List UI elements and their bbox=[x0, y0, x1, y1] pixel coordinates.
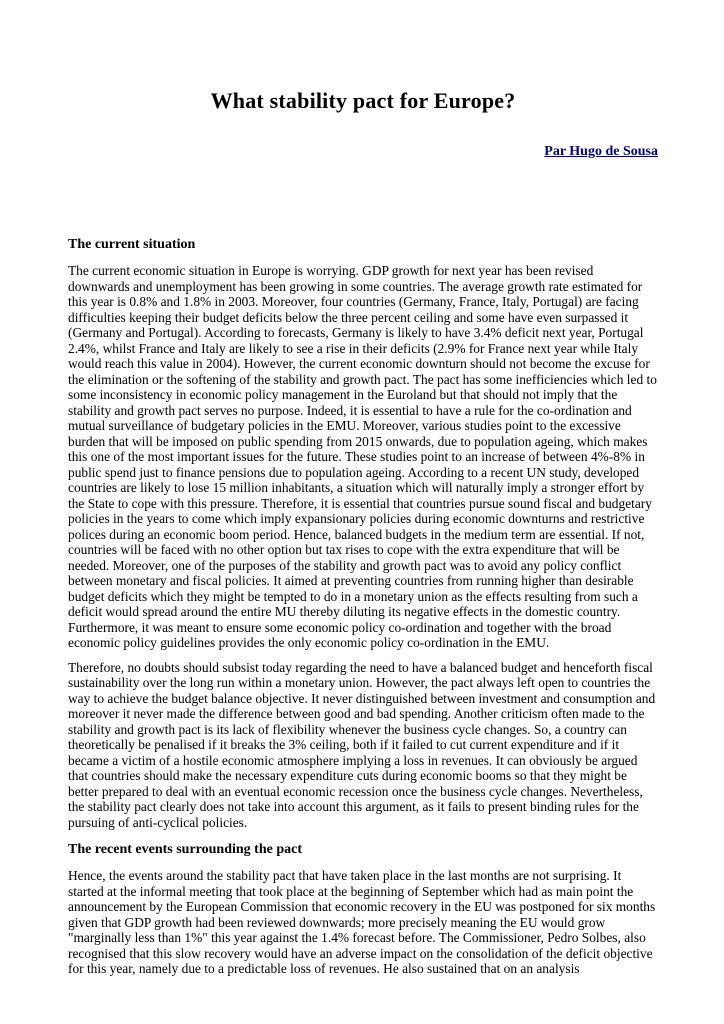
section-heading-recent-events: The recent events surrounding the pact bbox=[68, 842, 302, 857]
paragraph-current-situation-2: Therefore, no doubts should subsist today regarding the need to have a balanced budget and henceforth fiscal sustainability over the long run within a monetary union. However, the pact always left open to countries the way to achieve the budget balance objective. It never distinguished between investment and consumption and moreover it never made the difference between good and bad spending. Another criticism often made to the stability and growth pact is its lack of flexibility whenever the business cycle changes. So, a country can theoretically be penalised if it breaks the 3% ceiling, both if it failed to cut current expenditure and if it became a victim of a hostile economic atmosphere implying a loss in revenues. It can obviously be argued that countries should make the necessary expenditure cuts during economic booms so that they might be better prepared to deal with an eventual economic recession once the business cycle changes. Nevertheless, the stability pact clearly does not take into account this argument, as it fails to present binding rules for the pursuing of anti-cyclical policies. bbox=[68, 659, 656, 830]
paragraph-recent-events-1: Hence, the events around the stability pact that have taken place in the last months are not surprising. It started at the informal meeting that took place at the beginning of September which had as main point the announcement by the European Commission that economic recovery in the EU was postponed for six months given that GDP growth had been reviewed downwards; more precisely meaning the EU would grow "marginally less than 1%" this year against the 1.4% forecast before. The Commissioner, Pedro Solbes, also recognised that this slow recovery would have an adverse impact on the consolidation of the deficit objective for this year, namely due to a predictable loss of revenues. He also sustained that on an analysis bbox=[68, 868, 656, 976]
section-heading-current-situation: The current situation bbox=[68, 237, 196, 252]
author-link[interactable]: Par Hugo de Sousa bbox=[544, 144, 658, 159]
paragraph-current-situation-1: The current economic situation in Europe is worrying. GDP growth for next year has been revised downwards and unemployment has been growing in some countries. The average growth rate estimated for this year is 0.8% and 1.8% in 2003. Moreover, four countries (Germany, France, Italy, Portugal) are facing difficulties keeping their budget deficits below the three percent ceiling and some have even surpassed it (Germany and Portugal). According to forecasts, Germany is likely to have 3.4% deficit next year, Portugal 2.4%, whilst France and Italy are likely to see a rise in their deficits (2.9% for France next year while Italy would reach this value in 2004). However, the current economic downturn should not become the excuse for the elimination or the softening of the stability and growth pact. The pact has some inefficiencies which led to some inconsistency in economic policy management in the Euroland but that should not imply that the stability and growth pact serves no purpose. Indeed, it is essential to have a rule for the co-ordination and mutual surveillance of budgetary policies in the EMU. Moreover, various studies point to the excessive burden that will be imposed on public spending from 2015 onwards, due to population ageing, which makes this one of the most important issues for the future. These studies point to an increase of between 4%-8% in public spend just to finance pensions due to population ageing. According to a recent UN study, developed countries are likely to lose 15 million inhabitants, a situation which will naturally imply a stronger effort by the State to cope with this pressure. Therefore, it is essential that countries pursue sound fiscal and budgetary policies in the years to come which imply expansionary policies during economic downturns and restrictive polices during an economic boom period. Hence, balanced budgets in the medium term are essential. If not, countries will be faced with no other option but tax rises to cope with the extra expenditure that will be needed. Moreover, one of the purposes of the stability and growth pact was to avoid any policy conflict between monetary and fiscal policies. It aimed at preventing countries from running higher than desirable budget deficits which they might be tempted to do in a monetary union as the effects resulting from such a deficit would spread around the entire MU thereby diluting its negative effects in the domestic country. Furthermore, it was meant to ensure some economic policy co-ordination and together with the broad economic policy guidelines provides the only economic policy co-ordination in the EMU. bbox=[68, 263, 657, 650]
document-title: What stability pact for Europe? bbox=[210, 88, 516, 113]
byline-row bbox=[68, 142, 658, 160]
